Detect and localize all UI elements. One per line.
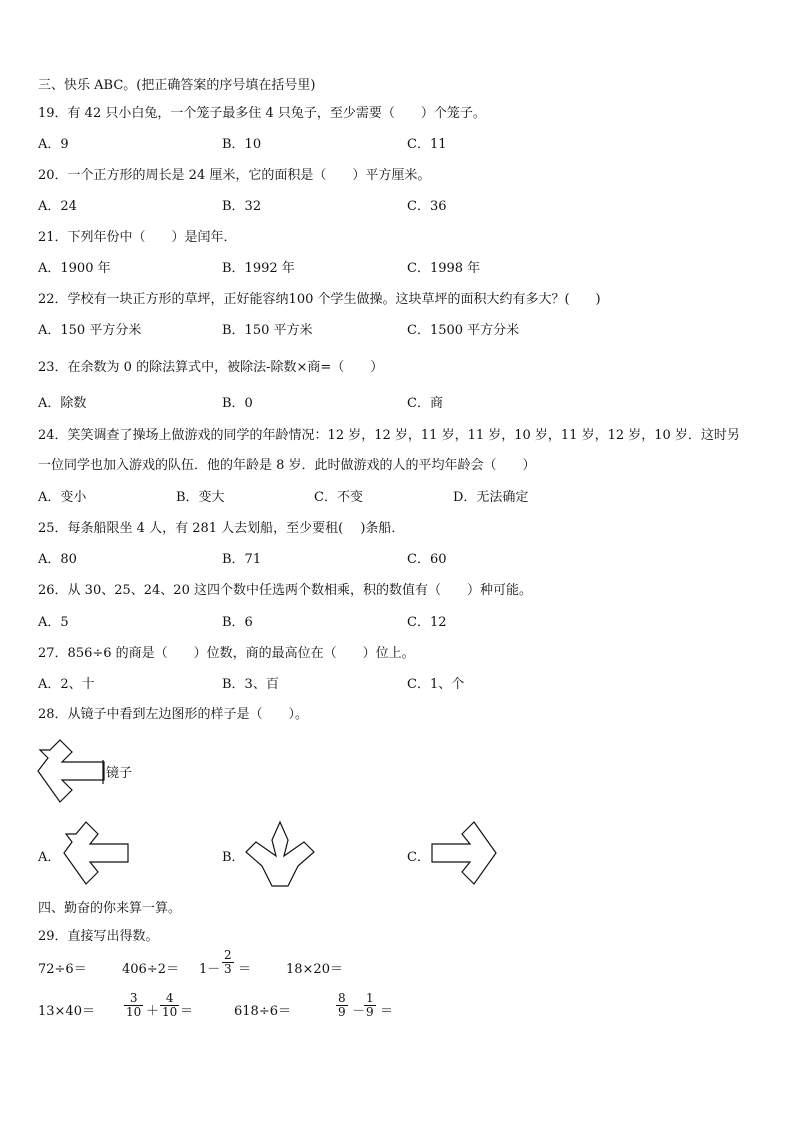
q22-option-a[interactable]: A．150 平方分米 xyxy=(38,323,142,338)
q21-option-b[interactable]: B．1992 年 xyxy=(222,261,295,276)
q27-option-b[interactable]: B．3、百 xyxy=(222,677,279,692)
option-a-arrow-figure[interactable] xyxy=(62,820,130,886)
question-26-stem: 26．从 30、25、24、20 这四个数中任选两个数相乘，积的数值有（ ）种可能。 xyxy=(38,583,532,598)
fraction-8-9: 8 9 xyxy=(338,991,346,1019)
equals-sign-2: ＝ xyxy=(380,1004,394,1019)
calc-1-minus: 1－ xyxy=(199,962,221,977)
calc-618-div-6: 618÷6＝ xyxy=(234,1004,291,1019)
q23-option-c[interactable]: C．商 xyxy=(407,396,443,411)
q26-option-c[interactable]: C．12 xyxy=(407,615,447,630)
q25-option-b[interactable]: B．71 xyxy=(222,552,262,567)
fraction-4-10: 4 10 xyxy=(162,991,178,1019)
section4-title: 四、勤奋的你来算一算。 xyxy=(38,901,182,916)
q23-option-a[interactable]: A．除数 xyxy=(38,396,87,411)
question-20-stem: 20．一个正方形的周长是 24 厘米，它的面积是（ ）平方厘米。 xyxy=(38,168,431,183)
option-c-arrow-figure[interactable] xyxy=(430,820,498,886)
q25-option-a[interactable]: A．80 xyxy=(38,552,77,567)
question-25-stem: 25．每条船限坐 4 人，有 281 人去划船，至少要租( )条船． xyxy=(38,521,405,536)
fraction-2-3: 2 3 xyxy=(224,948,232,976)
question-28-stem: 28．从镜子中看到左边图形的样子是（ ）。 xyxy=(38,707,309,722)
question-21-stem: 21．下列年份中（ ）是闰年． xyxy=(38,230,237,245)
q24-option-c[interactable]: C．不变 xyxy=(314,490,363,505)
q23-option-b[interactable]: B．0 xyxy=(222,396,253,411)
question-24-stem-continued: 一位同学也加入游戏的队伍．他的年龄是 8 岁．此时做游戏的人的平均年龄会（ ） xyxy=(38,458,536,473)
q20-option-c[interactable]: C．36 xyxy=(407,199,447,214)
q27-option-c[interactable]: C．1、个 xyxy=(407,677,465,692)
q21-option-c[interactable]: C．1998 年 xyxy=(407,261,481,276)
question-23-stem: 23．在余数为 0 的除法算式中，被除法-除数×商=（ ） xyxy=(38,360,384,375)
fraction-3-10: 3 10 xyxy=(126,991,142,1019)
question-29-stem: 29．直接写出得数。 xyxy=(38,929,159,944)
question-22-stem: 22．学校有一块正方形的草坪，正好能容纳100 个学生做操。这块草坪的面积大约有多大？( ) xyxy=(38,292,601,307)
section3-title: 三、快乐 ABC。(把正确答案的序号填在括号里) xyxy=(38,78,316,93)
q26-option-b[interactable]: B．6 xyxy=(222,615,253,630)
q20-option-a[interactable]: A．24 xyxy=(38,199,77,214)
q24-option-a[interactable]: A．变小 xyxy=(38,490,87,505)
q19-option-a[interactable]: A．9 xyxy=(38,137,69,152)
calc-72-div-6: 72÷6＝ xyxy=(38,962,87,977)
q28-option-c[interactable]: C． xyxy=(407,850,430,865)
plus-sign: ＋ xyxy=(146,1004,160,1019)
question-27-stem: 27．856÷6 的商是（ ）位数，商的最高位在（ ）位上。 xyxy=(38,646,415,661)
calc-13-times-40: 13×40＝ xyxy=(38,1004,95,1019)
minus-sign: － xyxy=(352,1004,366,1019)
q24-option-b[interactable]: B．变大 xyxy=(176,490,225,505)
mirror-label: 镜子 xyxy=(106,766,133,781)
q21-option-a[interactable]: A．1900 年 xyxy=(38,261,111,276)
q28-option-a[interactable]: A． xyxy=(38,850,61,865)
original-arrow-figure xyxy=(36,738,108,804)
q19-option-b[interactable]: B．10 xyxy=(222,137,262,152)
q26-option-a[interactable]: A．5 xyxy=(38,615,69,630)
calc-406-div-2: 406÷2＝ xyxy=(122,962,179,977)
question-19-stem: 19．有 42 只小白兔，一个笼子最多住 4 只兔子，至少需要（ ）个笼子。 xyxy=(38,106,486,121)
calc-equals: ＝ xyxy=(238,962,252,977)
equals-sign-1: ＝ xyxy=(180,1004,194,1019)
q22-option-b[interactable]: B．150 平方米 xyxy=(222,323,313,338)
q19-option-c[interactable]: C．11 xyxy=(407,137,447,152)
q25-option-c[interactable]: C．60 xyxy=(407,552,447,567)
calc-18-times-20: 18×20＝ xyxy=(286,962,343,977)
option-b-arrow-figure[interactable] xyxy=(244,820,316,888)
q20-option-b[interactable]: B．32 xyxy=(222,199,262,214)
q27-option-a[interactable]: A．2、十 xyxy=(38,677,95,692)
q28-option-b[interactable]: B． xyxy=(222,850,245,865)
q22-option-c[interactable]: C．1500 平方分米 xyxy=(407,323,520,338)
fraction-1-9: 1 9 xyxy=(366,991,374,1019)
q24-option-d[interactable]: D．无法确定 xyxy=(453,490,529,505)
question-24-stem: 24．笑笑调查了操场上做游戏的同学的年龄情况：12 岁，12 岁，11 岁，11 岁，10 岁，11 岁，12 岁，10 岁．这时另 xyxy=(38,428,740,443)
